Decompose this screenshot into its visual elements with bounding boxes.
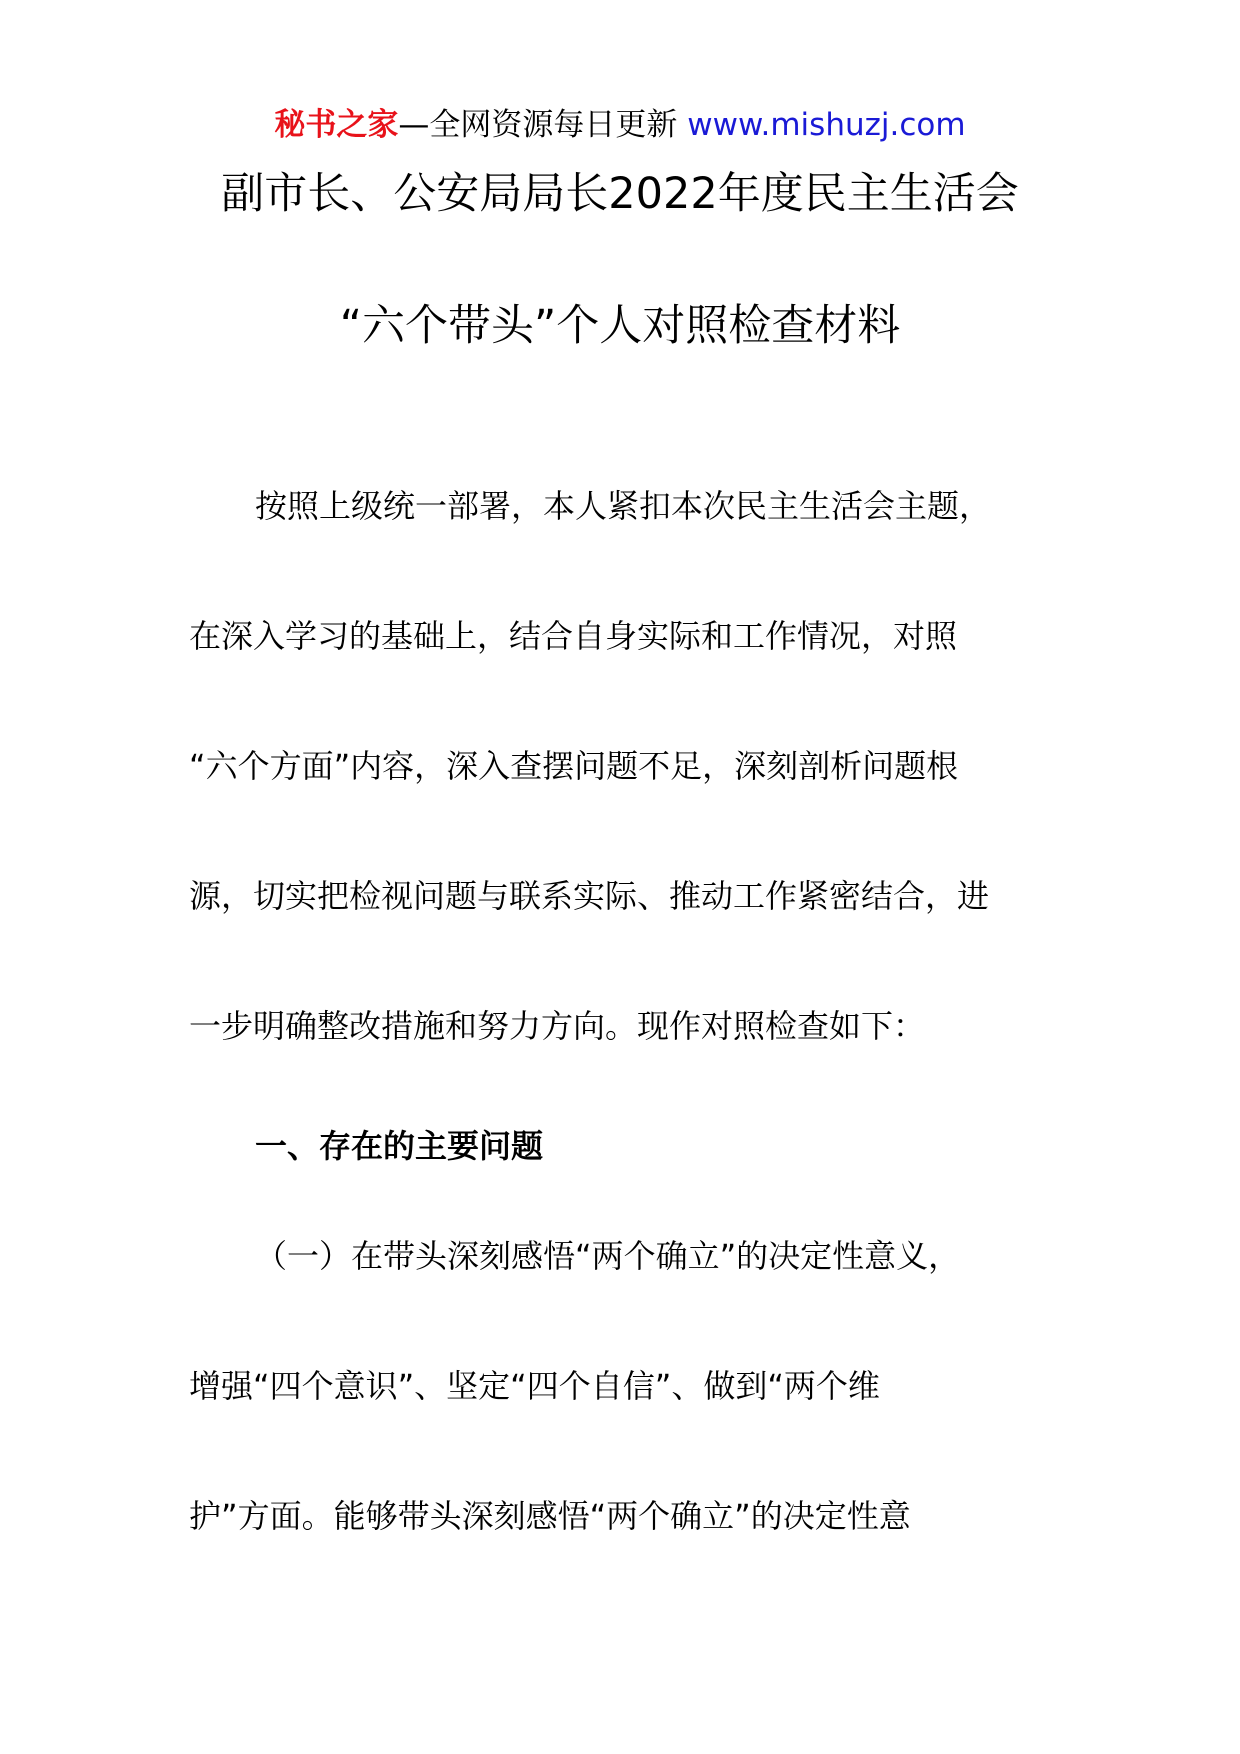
site-url-link[interactable]: www.mishuzj.com — [687, 107, 966, 143]
intro-paragraph-line: 源，切实把检视问题与联系实际、推动工作紧密结合，进 — [189, 877, 990, 915]
subsection-paragraph-line: 护”方面。能够带头深刻感悟“两个确立”的决定性意 — [189, 1497, 911, 1535]
subsection-paragraph-line: 增强“四个意识”、坚定“四个自信”、做到“两个维 — [189, 1367, 880, 1405]
section-heading: 一、存在的主要问题 — [255, 1127, 544, 1165]
intro-paragraph-line: “六个方面”内容，深入查摆问题不足，深刻剖析问题根 — [189, 747, 959, 785]
document-title-line-2: “六个带头”个人对照检查材料 — [339, 301, 901, 351]
subsection-paragraph-line: （一）在带头深刻感悟“两个确立”的决定性意义， — [255, 1237, 961, 1275]
document-title-line-1: 副市长、公安局局长2022年度民主生活会 — [221, 169, 1019, 219]
site-banner — [0, 100, 1240, 150]
intro-paragraph-line: 在深入学习的基础上，结合自身实际和工作情况，对照 — [189, 617, 958, 655]
intro-paragraph-line: 按照上级统一部署，本人紧扣本次民主生活会主题， — [255, 487, 992, 525]
intro-paragraph-line: 一步明确整改措施和努力方向。现作对照检查如下： — [189, 1007, 926, 1045]
brand-name: 秘书之家 — [274, 107, 399, 143]
banner-tagline: —全网资源每日更新 — [398, 107, 678, 143]
